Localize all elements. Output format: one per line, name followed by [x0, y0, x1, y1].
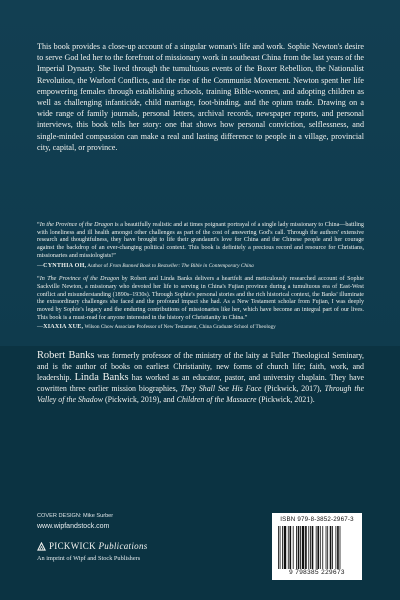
- barcode-bar: [308, 526, 309, 569]
- endorsement-text: [37, 276, 364, 322]
- prior-book: They Shall See His Face: [180, 384, 262, 393]
- endorser-attribution: [37, 324, 364, 332]
- barcode-bar: [284, 526, 286, 569]
- book-title: In the Province of the Dragon: [39, 222, 114, 228]
- open-quote: “: [37, 276, 40, 283]
- barcode-bar: [312, 526, 314, 569]
- pickwick-logo-icon: [37, 542, 46, 551]
- prior-book: Children of the Massacre: [176, 395, 257, 404]
- bio-text: (Pickwick, 2017),: [261, 384, 325, 393]
- barcode-bar: [278, 526, 279, 569]
- barcode-bar: [302, 526, 304, 569]
- bio-text: (Pickwick, 2019), and: [102, 395, 177, 404]
- endorsements: [37, 222, 364, 338]
- open-quote: “: [37, 222, 40, 228]
- publisher-logo: [37, 540, 197, 556]
- endorsement-text: [37, 222, 364, 261]
- barcode-bar: [298, 526, 300, 569]
- endorsement-body: is a beautifully realistic and at times poignant portrayal of a single lady missionary to China—battling with loneliness and ill health amongst other challenges as part of the cost of answering God's call. Through the authors' extensive research and thoughtfulness, they have brought to life their grandaunt's love for China and the Chinese people and her courage against the backdrop of an ever-changing political context. This book is definitely a precious record and resource for Christians, missionaries and missiologists!”: [37, 222, 364, 259]
- barcode-bar: [320, 526, 321, 569]
- publisher-name: [49, 541, 148, 551]
- endorser-affiliation: Wilson Chow Associate Professor of New Testament, China Graduate School of Theology: [83, 324, 276, 331]
- isbn-label: ISBN 979-8-3852-2967-3: [280, 516, 354, 523]
- cover-design-credit: COVER DESIGN: Mike Surber: [37, 513, 114, 519]
- barcode-bar: [332, 526, 333, 569]
- barcode-bar: [340, 526, 341, 569]
- author-bio: [37, 350, 364, 405]
- author-name-linda: Linda Banks: [74, 372, 129, 383]
- author-name-robert: Robert Banks: [37, 350, 95, 361]
- bio-text: was formerly professor of the ministry of the laity at Fuller Theological Seminary, and is the author of books on earliest Christianity, new forms of church life; faith, work, and leadership.: [37, 351, 364, 382]
- prior-book: Through the Valley of the Shadow: [37, 384, 364, 404]
- barcode-bar: [316, 526, 317, 569]
- bio-text: (Pickwick, 2021).: [256, 395, 315, 404]
- endorser-affiliation: Author of: [86, 262, 110, 269]
- bio-text: has worked as an educator, pastor, and university chaplain. They have cowritten three earlier mission biographies,: [37, 373, 365, 393]
- dash: —: [37, 324, 44, 331]
- book-title: In The Province of the Dragon: [39, 276, 120, 283]
- barcode-bar: [300, 526, 301, 569]
- barcode-bar: [293, 526, 294, 569]
- barcode-bar: [280, 526, 281, 569]
- barcode-bar: [305, 526, 307, 569]
- endorser-book: From Banned Book to Bestseller: The Bible in Contemporary China: [109, 262, 254, 269]
- endorser-name: XIAXIA XUE,: [43, 324, 84, 331]
- barcode-bar: [282, 526, 283, 569]
- endorser-name: CYNTHIA OH,: [43, 262, 87, 269]
- barcode-bar: [335, 526, 336, 569]
- isbn-barcode: [272, 513, 362, 580]
- endorsement-1: [37, 222, 364, 270]
- barcode-bar: [322, 526, 323, 569]
- barcode-digits: 9 798385 229673: [289, 569, 345, 576]
- barcode-bar: [337, 526, 339, 569]
- barcode-bar: [289, 526, 291, 569]
- barcode-bar: [330, 526, 332, 569]
- endorsement-body: by Robert and Linda Banks delivers a heartfelt and meticulously researched account of Sophie Sackville Newton, a missionary who devoted her life to serving in China's Fujian province during a tumultuous era of East-West conflict and misunderstanding (1890s–1930s). Through Sophie's personal stories and the rich historical context, the Banks' illuminate the extraordinary challenges she faced and the profound impact she had. As a New Testament scholar from Fujian, I was deeply moved by Sophie's legacy and the enduring contributions of missionaries like her, which have become an integral part of our lives. This book is a must-read for anyone interested in the history of Christianity in China.”: [37, 276, 364, 321]
- barcode-bar: [317, 526, 319, 569]
- barcode-bar: [326, 526, 327, 569]
- barcode-bar: [296, 526, 297, 569]
- website-link[interactable]: www.wipfandstock.com: [37, 523, 110, 530]
- barcode-bars: [278, 526, 356, 569]
- book-description: This book provides a close-up account of a singular woman's life and work. Sophie Newton's desire to serve God led her to the forefront of missionary work in southeast China from the last years of the Imperial Dynasty. She lived through the tumultuous events of the Boxer Rebellion, the Nationalist Revolution, the Warlord Conflicts, and the rise of the Communist Movement. Newton spent her life empowering females through establishing schools, training Bible-women, and adopting children as well as challenging infanticide, child marriage, foot-binding, and the opium trade. Drawing on a wide range of family journals, personal letters, archival records, newspaper reports, and personal interviews, this book tells her story: one that shows how personal conviction, selflessness, and single-minded compassion can make a real and lasting difference to people in a village, provincial city, capital, or province.: [37, 42, 364, 152]
- barcode-bar: [288, 526, 289, 569]
- imprint-line: An imprint of Wipf and Stock Publishers: [37, 555, 141, 562]
- barcode-bar: [327, 526, 328, 569]
- publisher-name-caps: PICKWICK: [49, 541, 96, 551]
- barcode-bar: [310, 526, 311, 569]
- endorsement-2: [37, 276, 364, 332]
- endorser-attribution: [37, 263, 364, 271]
- dash: —: [37, 262, 44, 269]
- publisher-name-italic: Publications: [98, 541, 148, 551]
